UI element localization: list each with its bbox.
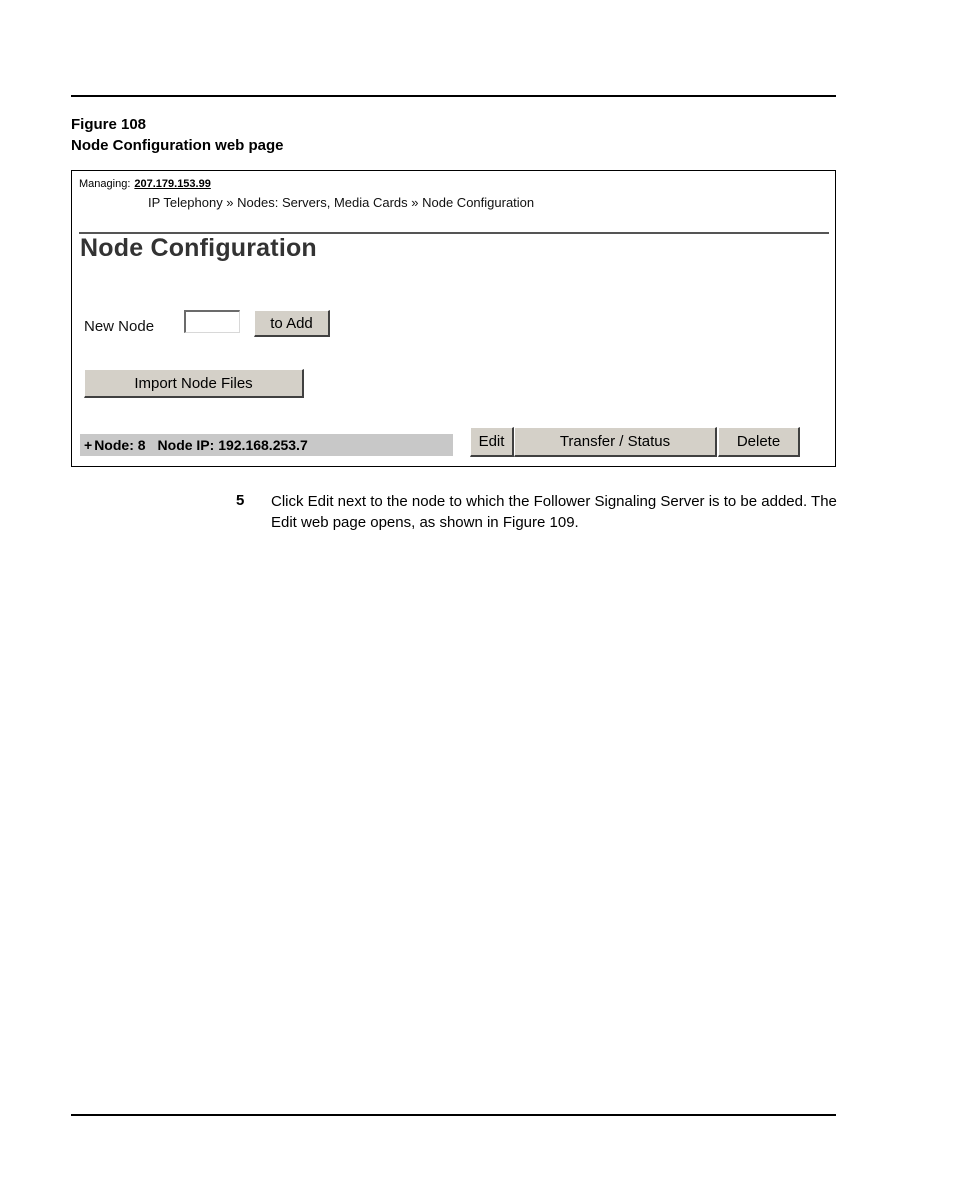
node-ip: Node IP: 192.168.253.7: [157, 437, 308, 453]
node-number: Node: 8: [94, 437, 146, 453]
managing-line: [79, 178, 211, 190]
new-node-input[interactable]: [184, 310, 240, 333]
expand-icon[interactable]: +: [84, 437, 93, 453]
new-node-label: New Node: [84, 318, 155, 335]
page-title: Node Configuration: [80, 234, 317, 262]
top-rule: [71, 95, 836, 97]
import-node-files-button[interactable]: Import Node Files: [84, 369, 304, 398]
add-node-button[interactable]: to Add: [254, 310, 330, 337]
figure-caption: [71, 114, 284, 156]
managing-label: Managing:: [79, 178, 131, 190]
delete-button[interactable]: Delete: [718, 427, 800, 457]
breadcrumb: IP Telephony » Nodes: Servers, Media Cards » Node Configuration: [148, 195, 535, 210]
managing-ip-link[interactable]: 207.179.153.99: [134, 178, 211, 190]
step-number: 5: [236, 492, 245, 509]
figure-title: Node Configuration web page: [71, 137, 284, 154]
figure-number: Figure 108: [71, 116, 147, 133]
transfer-status-button[interactable]: Transfer / Status: [514, 427, 717, 457]
node-configuration-screenshot: [71, 170, 836, 467]
step-text: Click Edit next to the node to which the Follower Signaling Server is to be added. The Edit web page opens, as shown in Figure 109.: [271, 493, 837, 531]
node-row[interactable]: [80, 434, 453, 456]
bottom-rule: [71, 1114, 836, 1116]
edit-button[interactable]: Edit: [470, 427, 514, 457]
